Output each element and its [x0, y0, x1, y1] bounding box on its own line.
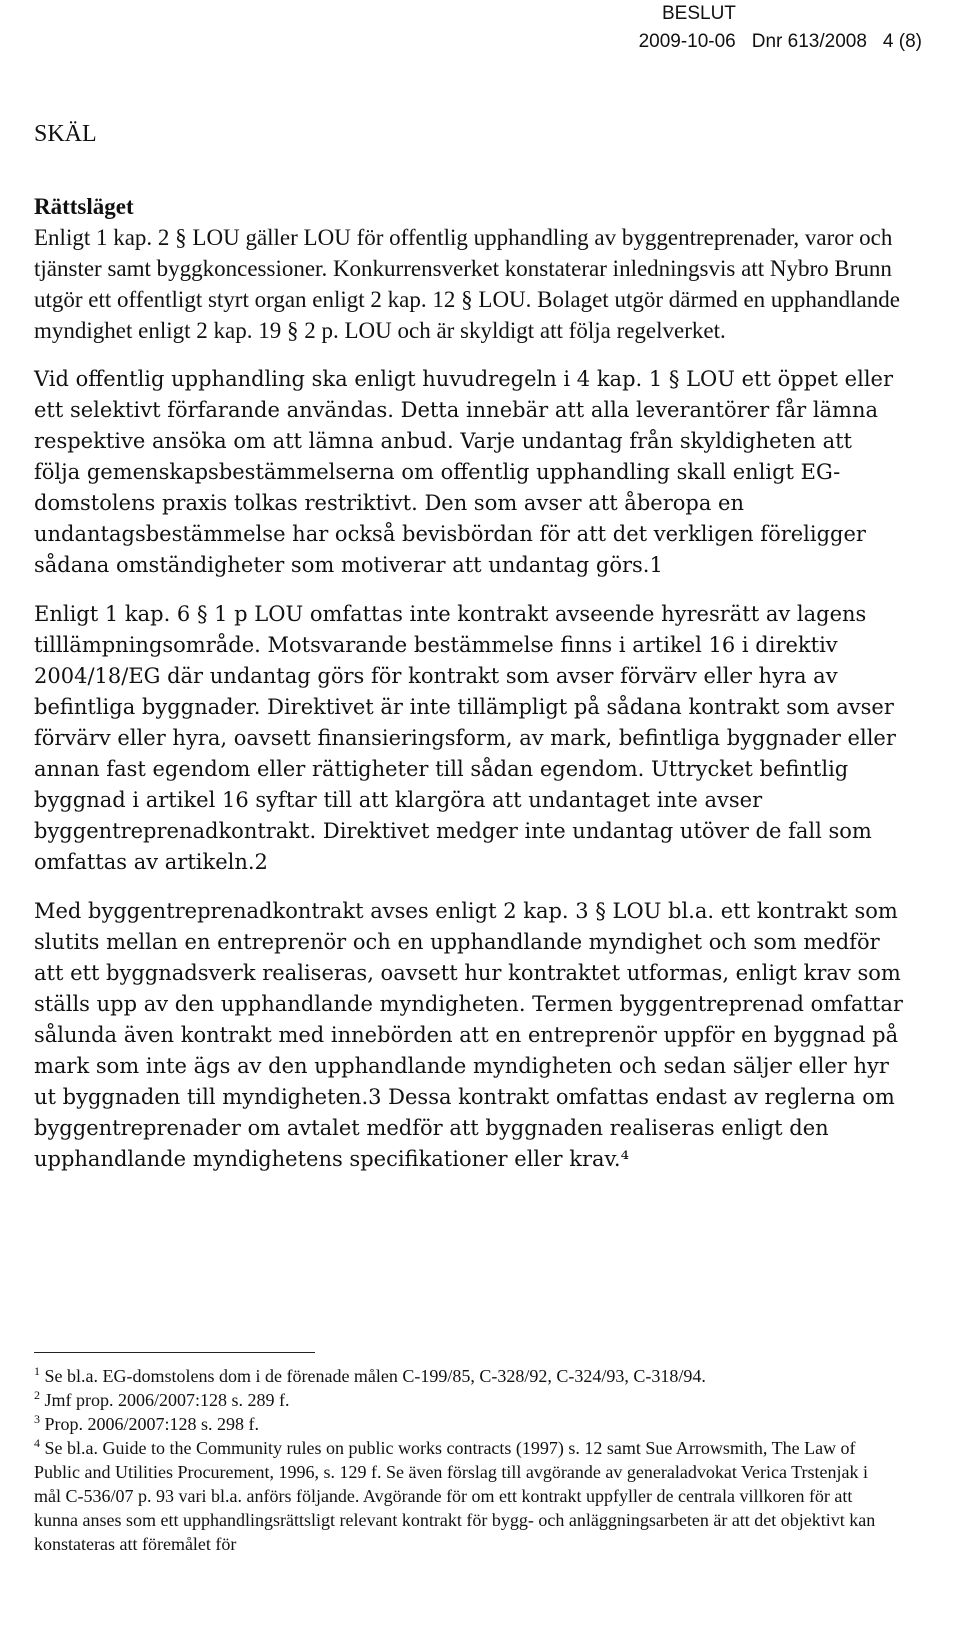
- legal-basis-paragraph-2: Vid offentlig upphandling ska enligt huvudregeln i 4 kap. 1 § LOU ett öppet eller ett selektivt förfarande användas. Detta innebär att alla leverantörer får lämna respektive ansöka om att lämna anbud. Varje undantag från skyldigheten att följa gemenskapsbestämmelserna om offentlig upphandling skall enligt EG-domstolens praxis tolkas restriktivt. Den som avser att åberopa en undantagsbestämmelse har också bevisbördan för att det verkligen föreligger sådana omständigheter som motiverar att undantag görs.1: [34, 367, 894, 577]
- footnote-text: Se bl.a. Guide to the Community rules on public works contracts (1997) s. 12 samt Sue Arrowsmith, The Law of Public and Utilities Procurement, 1996, s. 129 f. Se även förslag till avgörande av generaladvokat Verica Trstenjak i mål C-536/07 p. 93 vari bl.a. anförs följande. Avgörande för om ett kontrakt uppfyller de centrala villkoren för att kunna anses som ett upphandlingsrättsligt relevant kontrakt för bygg- och anläggningsarbeten är att det objektivt kan konstateras att föremålet för: [34, 1438, 876, 1554]
- footnote-1: [34, 1364, 882, 1388]
- document-body: [34, 120, 904, 1175]
- paragraph-gap: [34, 346, 904, 364]
- document-dnr: Dnr 613/2008: [751, 31, 867, 52]
- footnote-text: Jmf prop. 2006/2007:128 s. 289 f.: [44, 1390, 290, 1410]
- footnote-separator: [34, 1352, 315, 1353]
- paragraph-gap: [34, 581, 904, 599]
- document-header: [502, 0, 922, 56]
- document-page-number: 4 (8): [882, 31, 922, 52]
- section-title: SKÄL: [34, 121, 97, 147]
- paragraph-gap: [34, 878, 904, 896]
- footnote-3: [34, 1412, 882, 1436]
- legal-basis-paragraph-4: Med byggentreprenadkontrakt avses enligt 2 kap. 3 § LOU bl.a. ett kontrakt som slutits mellan en entreprenör och en upphandlande myndighet och som medför att ett byggnadsverk realiseras, oavsett hur kontraktet utformas, enligt krav som ställs upp av den upphandlande myndigheten. Termen byggentreprenad omfattar sålunda även kontrakt med innebörden att en entreprenör uppför en byggnad på mark som inte ägs av den upphandlande myndigheten och sedan säljer eller hyr ut byggnaden till myndigheten.3 Dessa kontrakt omfattas endast av reglerna om byggentreprenader om avtalet medför att byggnaden realiseras enligt den upphandlande myndighetens specifikationer eller krav.⁴: [34, 899, 903, 1171]
- legal-basis-paragraph-1: Enligt 1 kap. 2 § LOU gäller LOU för offentlig upphandling av byggentreprenader, varor och tjänster samt byggkoncessioner. Konkurrensverket konstaterar inledningsvis att Nybro Brunn utgör ett offentligt styrt organ enligt 2 kap. 12 § LOU. Bolaget utgör därmed en upphandlande myndighet enligt 2 kap. 19 § 2 p. LOU och är skyldigt att följa regelverket.: [34, 225, 900, 343]
- footnote-number: 1: [34, 1364, 40, 1378]
- footnote-2: [34, 1388, 882, 1412]
- footnote-text: Se bl.a. EG-domstolens dom i de förenade målen C-199/85, C-328/92, C-324/93, C-318/94.: [44, 1366, 706, 1386]
- legal-basis-paragraph-3: Enligt 1 kap. 6 § 1 p LOU omfattas inte kontrakt avseende hyresrätt av lagens tilllämpningsområde. Motsvarande bestämmelse finns i artikel 16 i direktiv 2004/18/EG där undantag görs för kontrakt som avser förvärv eller hyra av befintliga byggnader. Direktivet är inte tillämpligt på sådana kontrakt som avser förvärv eller hyra, oavsett finansieringsform, av mark, befintliga byggnader eller annan fast egendom eller rättigheter till sådan egendom. Uttrycket befintlig byggnad i artikel 16 syftar till att klargöra att undantaget inte avser byggentreprenadkontrakt. Direktivet medger inte undantag utöver de fall som omfattas av artikeln.2: [34, 602, 896, 874]
- footnote-text: Prop. 2006/2007:128 s. 298 f.: [44, 1414, 260, 1434]
- document-type: BESLUT: [662, 3, 736, 24]
- document-meta-line: [502, 28, 922, 56]
- footnotes: [34, 1364, 882, 1556]
- document-date: 2009-10-06: [638, 31, 736, 52]
- footnote-number: 3: [34, 1412, 40, 1426]
- legal-basis-title: Rättsläget: [34, 194, 134, 219]
- document-type-line: [502, 0, 922, 28]
- footnote-number: 4: [34, 1436, 40, 1450]
- footnote-number: 2: [34, 1388, 40, 1402]
- footnote-4: [34, 1436, 882, 1556]
